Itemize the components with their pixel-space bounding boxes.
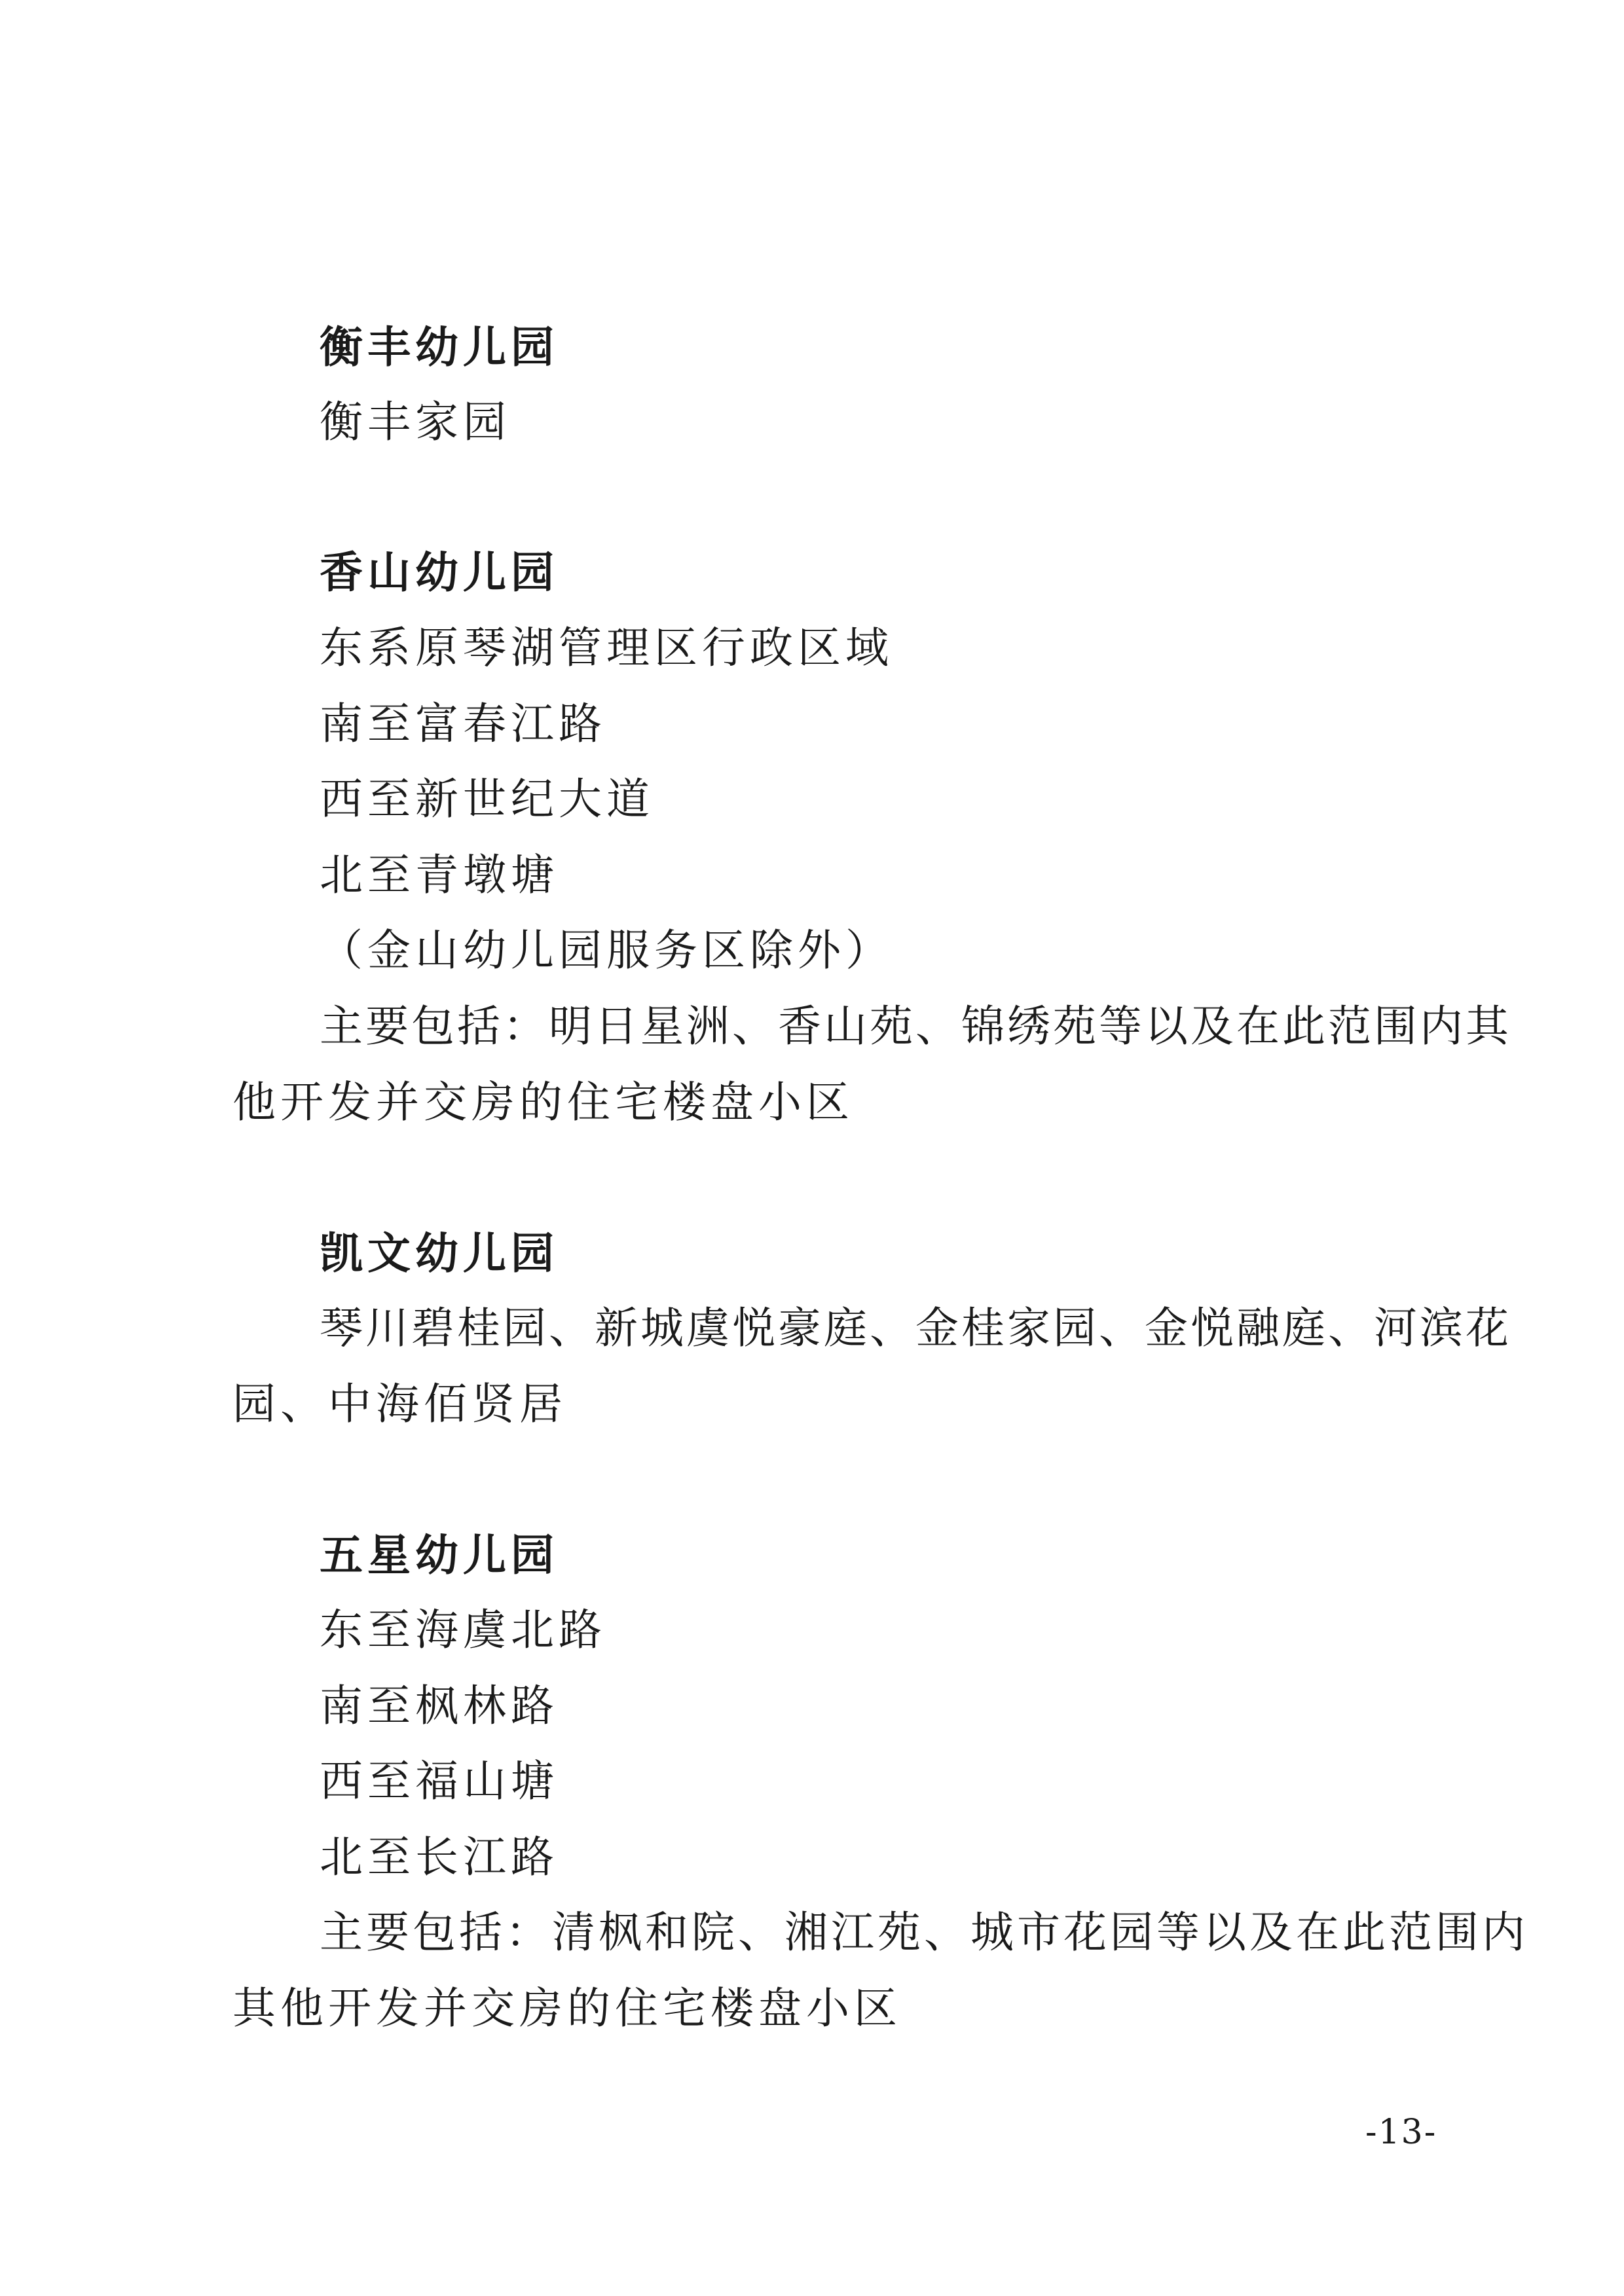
- section-heading-wuxing: 五星幼儿园: [320, 1529, 559, 1580]
- section-line: 他开发并交房的住宅楼盘小区: [232, 1077, 854, 1127]
- section-line: 衡丰家园: [320, 397, 511, 447]
- section-heading-hengfeng: 衡丰幼儿园: [320, 321, 559, 373]
- section-line: 园、中海佰贤居: [232, 1379, 567, 1429]
- section-line: 主要包括：明日星洲、香山苑、锦绣苑等以及在此范围内其: [320, 1001, 1511, 1051]
- section-line: 其他开发并交房的住宅楼盘小区: [232, 1983, 902, 2033]
- section-line: 东系原琴湖管理区行政区域: [320, 623, 893, 673]
- section-line: 西至新世纪大道: [320, 774, 654, 824]
- section-line: 南至富春江路: [320, 699, 606, 749]
- section-line: 北至长江路: [320, 1832, 559, 1882]
- section-heading-kaiwen: 凯文幼儿园: [320, 1228, 559, 1279]
- section-line: 主要包括：清枫和院、湘江苑、城市花园等以及在此范围内: [320, 1907, 1528, 1958]
- section-heading-xiangshan: 香山幼儿园: [320, 547, 559, 598]
- section-line: 东至海虞北路: [320, 1605, 606, 1655]
- section-line: 北至青墩塘: [320, 850, 559, 900]
- section-line: （金山幼儿园服务区除外）: [320, 925, 893, 975]
- section-line: 西至福山塘: [320, 1756, 559, 1806]
- page-number: -13-: [1365, 2113, 1437, 2152]
- section-line: 琴川碧桂园、新城虞悦豪庭、金桂家园、金悦融庭、河滨花: [320, 1303, 1511, 1353]
- section-line: 南至枫林路: [320, 1681, 559, 1731]
